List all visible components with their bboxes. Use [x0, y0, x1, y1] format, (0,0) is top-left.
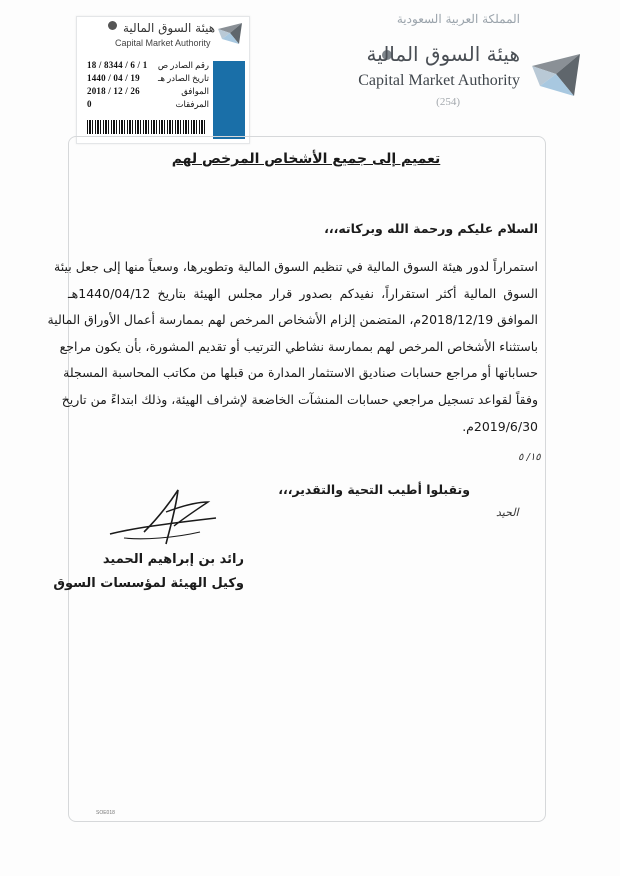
signature-icon — [104, 488, 224, 548]
body-line: باستثناء الأشخاص المرخص لهم بممارسة نشاطي الترتيب أو تقديم المشورة، بأن يكون مراجع — [59, 338, 538, 354]
handwritten-initials: الحيد — [496, 506, 519, 519]
stamp-row — [87, 85, 209, 98]
letter-closing: وتقبلوا أطيب التحية والتقدير،،، — [278, 482, 470, 497]
kingdom-name: المملكة العربية السعودية — [396, 12, 520, 26]
stamp-authority-arabic: هيئة السوق المالية — [123, 21, 216, 35]
stamp-value: 2018 / 12 / 26 — [87, 86, 140, 96]
body-line: استمراراً لدور هيئة السوق المالية في تنظيم السوق المالية وتطويرها، وسعياً منها إلى جعل بيئة — [54, 259, 538, 274]
body-line: الموافق 2018/12/19م، المتضمن إلزام الأشخاص المرخص لهم بممارسة أعمال الأوراق المالية — [47, 312, 538, 328]
footer-code: SOE018 — [96, 810, 115, 816]
stamp-side-strip — [213, 61, 245, 139]
signer-title: وكيل الهيئة لمؤسسات السوق — [53, 576, 244, 591]
stamp-label: المرفقات — [175, 99, 209, 109]
letter-subject: تعميم إلى جميع الأشخاص المرخص لهم — [171, 151, 441, 167]
stamp-row — [87, 59, 209, 72]
signer-name: رائد بن إبراهيم الحميد — [102, 552, 244, 567]
stamp-row — [87, 72, 209, 85]
body-line: وفقاً لقواعد تسجيل مراجعي حسابات المنشآت الخاضعة لإشراف الهيئة، وذلك ابتداءً من تاريخ — [61, 391, 538, 407]
cma-logo-icon — [530, 52, 582, 104]
body-line: السوق المالية أكثر استقراراً، نفيدكم بصدور قرار مجلس الهيئة بتاريخ 1440/04/12هـ — [68, 285, 538, 301]
stamp-label: تاريخ الصادر هـ — [158, 73, 209, 83]
stamp-value: 1440 / 04 / 19 — [87, 73, 140, 83]
stamp-emblem-dot-icon — [108, 21, 117, 30]
letter-body — [47, 254, 538, 440]
stamp-value: 0 — [87, 99, 92, 109]
body-line: حساباتها أو مراجع حسابات صناديق الاستثمار المدارة من قبلها من مكاتب المحاسبة المسجلة — [63, 365, 538, 381]
registry-stamp — [76, 16, 250, 144]
authority-name-arabic: هيئة السوق المالية — [366, 42, 520, 66]
stamp-authority-english: Capital Market Authority — [115, 38, 211, 48]
stamp-logo-icon — [217, 22, 243, 48]
authority-name-english: Capital Market Authority — [358, 72, 520, 89]
stamp-value: 18 / 8344 / 6 / 1 — [87, 60, 148, 70]
stamp-label: الموافق — [181, 86, 209, 96]
stamp-label: رقم الصادر ص — [157, 60, 209, 70]
stamp-fields — [87, 59, 209, 111]
letterhead — [330, 10, 590, 110]
stamp-row — [87, 98, 209, 111]
handwritten-initials: ١٥/ ٥ — [518, 452, 541, 463]
letter-frame — [47, 136, 546, 822]
barcode-icon — [87, 120, 207, 134]
letterhead-number: (254) — [436, 96, 460, 108]
letter-greeting: السلام عليكم ورحمة الله وبركاته،،، — [324, 221, 538, 236]
body-line: 2019/6/30م. — [462, 418, 538, 434]
